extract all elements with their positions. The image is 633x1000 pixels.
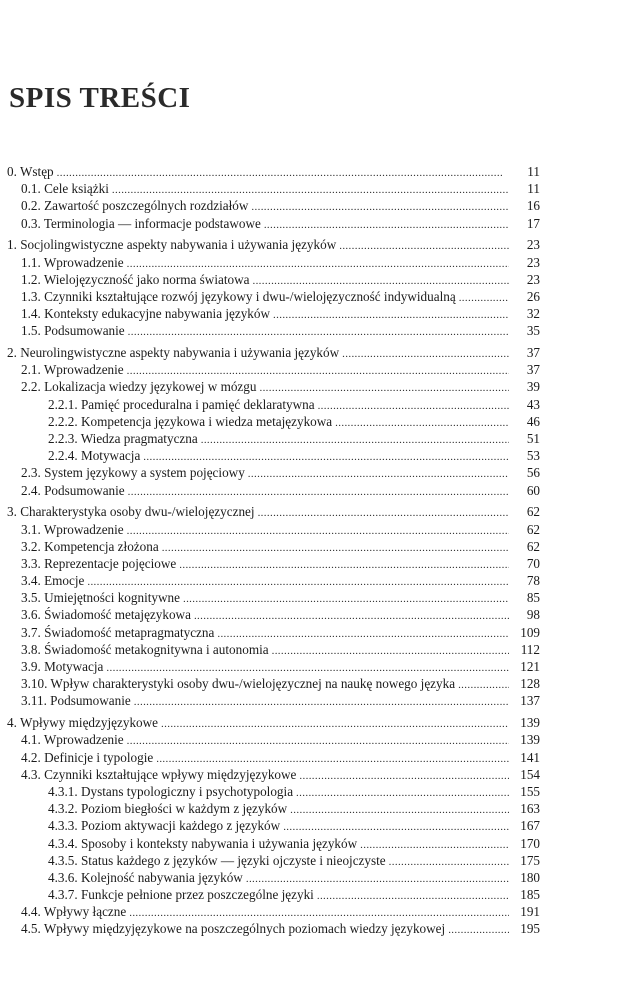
- dot-leader: [57, 165, 509, 180]
- table-of-contents: [0, 163, 633, 938]
- toc-section-entry: [0, 288, 633, 305]
- toc-section-entry: [0, 521, 633, 538]
- toc-section-entry: [0, 749, 633, 766]
- toc-entry-text: [21, 215, 509, 232]
- toc-section-entry: [0, 464, 633, 481]
- toc-subsection-entry: [0, 835, 633, 852]
- dot-leader: [283, 819, 509, 834]
- toc-entry-title: 1.4. Konteksty edukacyjne nabywania języków: [21, 306, 271, 322]
- toc-entry-title: 3.3. Reprezentacje pojęciowe: [21, 555, 177, 571]
- toc-entry-title: 2.2. Lokalizacja wiedzy językowej w mózgu: [21, 379, 257, 395]
- toc-section-entry: [0, 675, 633, 692]
- dot-leader: [156, 751, 509, 766]
- toc-page-number: 98: [526, 607, 540, 623]
- toc-section-entry: [0, 606, 633, 623]
- toc-entry-title: 0.2. Zawartość poszczególnych rozdziałów: [21, 198, 249, 214]
- toc-page-number: 51: [526, 431, 540, 446]
- toc-entry-title: 1.3. Czynniki kształtujące rozwój językowy i dwu-/wielojęzyczność indywidualną: [21, 288, 456, 304]
- dot-leader: [252, 273, 509, 288]
- toc-page-number: 39: [526, 379, 540, 395]
- toc-entry-title: 3.8. Świadomość metakognitywna i autonomia: [21, 641, 269, 657]
- toc-entry-text: [21, 305, 509, 322]
- dot-leader: [360, 837, 509, 852]
- toc-subsection-entry: [0, 430, 633, 447]
- toc-entry-text: [21, 731, 509, 748]
- dot-leader: [129, 905, 509, 920]
- toc-page-number: 139: [520, 715, 540, 731]
- toc-entry-text: [48, 869, 509, 886]
- toc-page-number: 11: [527, 181, 540, 197]
- toc-page-number: 46: [526, 413, 540, 429]
- toc-entry-title: 1. Socjolingwistyczne aspekty nabywania i używania języków: [7, 237, 337, 253]
- toc-entry-text: [21, 658, 509, 675]
- toc-page-number: 26: [526, 288, 540, 304]
- dot-leader: [127, 256, 509, 271]
- toc-subsection-entry: [0, 783, 633, 800]
- toc-entry-text: [7, 714, 509, 731]
- toc-page-number: 35: [526, 323, 540, 339]
- dot-leader: [264, 217, 509, 232]
- dot-leader: [389, 854, 509, 869]
- toc-entry-title: 2. Neurolingwistyczne aspekty nabywania i używania języków: [7, 345, 340, 361]
- toc-entry-title: 4.5. Wpływy międzyjęzykowe na poszczególnych poziomach wiedzy językowej: [21, 921, 446, 937]
- dot-leader: [339, 238, 509, 253]
- toc-entry-text: [21, 624, 509, 641]
- dot-leader: [128, 484, 509, 499]
- page-title: SPIS TREŚCI: [9, 82, 191, 114]
- dot-leader: [258, 505, 509, 520]
- toc-entry-title: 3.2. Kompetencja złożona: [21, 538, 159, 554]
- toc-entry-text: [21, 197, 509, 214]
- toc-entry-title: 3.9. Motywacja: [21, 659, 104, 675]
- toc-section-entry: [0, 322, 633, 339]
- toc-entry-text: [21, 589, 509, 606]
- toc-page-number: 23: [526, 237, 540, 253]
- toc-entry-text: [7, 344, 509, 361]
- toc-entry-title: 0.1. Cele książki: [21, 181, 109, 197]
- toc-page-number: 185: [520, 887, 540, 903]
- toc-entry-title: 4.1. Wprowadzenie: [21, 732, 124, 748]
- toc-entry-title: 3.5. Umiejętności kognitywne: [21, 590, 180, 606]
- toc-entry-title: 4.3.6. Kolejność nabywania języków: [48, 869, 243, 885]
- toc-entry-text: [21, 254, 509, 271]
- toc-entry-title: 3.4. Emocje: [21, 573, 85, 589]
- toc-entry-title: 4.3.2. Poziom biegłości w każdym z języków: [48, 801, 288, 817]
- dot-leader: [194, 608, 509, 623]
- toc-page-number: 11: [527, 164, 540, 179]
- toc-entry-text: [7, 163, 509, 180]
- toc-entry-title: 0. Wstęp: [7, 164, 54, 179]
- toc-page-number: 53: [526, 448, 540, 464]
- toc-page-number: 37: [526, 345, 540, 361]
- toc-entry-text: [7, 503, 509, 520]
- toc-section-entry: [0, 482, 633, 499]
- toc-section-entry: [0, 903, 633, 920]
- dot-leader: [127, 523, 509, 538]
- dot-leader: [296, 785, 509, 800]
- toc-page-number: 17: [526, 215, 540, 231]
- toc-entry-text: [21, 692, 509, 709]
- toc-page-number: 23: [526, 271, 540, 287]
- toc-entry-text: [48, 835, 509, 852]
- toc-entry-text: [48, 886, 509, 903]
- toc-page-number: 163: [520, 801, 540, 817]
- toc-page-number: 141: [520, 749, 540, 765]
- dot-leader: [127, 733, 509, 748]
- dot-leader: [259, 380, 509, 395]
- dot-leader: [290, 802, 509, 817]
- dot-leader: [299, 768, 509, 783]
- toc-entry-text: [48, 783, 509, 800]
- dot-leader: [87, 574, 509, 589]
- dot-leader: [273, 307, 509, 322]
- dot-leader: [127, 363, 509, 378]
- toc-page-number: 37: [526, 362, 540, 378]
- toc-entry-text: [21, 378, 509, 395]
- toc-entry-text: [21, 903, 509, 920]
- dot-leader: [317, 888, 509, 903]
- toc-subsection-entry: [0, 447, 633, 464]
- toc-section-entry: [0, 361, 633, 378]
- toc-entry-text: [21, 606, 509, 623]
- toc-section-entry: [0, 766, 633, 783]
- dot-leader: [128, 324, 509, 339]
- toc-section-entry: [0, 197, 633, 214]
- toc-entry-title: 2.4. Podsumowanie: [21, 482, 125, 498]
- toc-section-entry: [0, 271, 633, 288]
- toc-section-entry: [0, 215, 633, 232]
- toc-page-number: 70: [526, 555, 540, 571]
- toc-page-number: 16: [526, 198, 540, 214]
- toc-page-number: 56: [526, 465, 540, 481]
- dot-leader: [217, 626, 509, 641]
- toc-entry-text: [48, 447, 509, 464]
- toc-entry-text: [21, 749, 509, 766]
- toc-page-number: 62: [526, 504, 540, 520]
- toc-entry-text: [48, 817, 509, 834]
- toc-entry-title: 4.3. Czynniki kształtujące wpływy międzyjęzykowe: [21, 766, 297, 782]
- toc-page-number: 154: [520, 766, 540, 782]
- toc-subsection-entry: [0, 396, 633, 413]
- toc-chapter-entry: [0, 344, 633, 361]
- dot-leader: [335, 415, 509, 430]
- toc-entry-title: 2.2.3. Wiedza pragmatyczna: [48, 431, 198, 446]
- toc-page-number: 112: [520, 641, 540, 657]
- toc-entry-text: [21, 521, 509, 538]
- toc-section-entry: [0, 555, 633, 572]
- toc-page-number: 60: [526, 482, 540, 498]
- toc-page-number: 85: [526, 590, 540, 606]
- toc-entry-title: 4.2. Definicje i typologie: [21, 749, 154, 765]
- toc-section-entry: [0, 538, 633, 555]
- toc-entry-text: [21, 464, 509, 481]
- toc-section-entry: [0, 589, 633, 606]
- toc-page-number: 180: [520, 869, 540, 885]
- toc-entry-text: [21, 538, 509, 555]
- toc-entry-text: [21, 288, 509, 305]
- toc-entry-title: 3.6. Świadomość metajęzykowa: [21, 607, 191, 623]
- dot-leader: [248, 466, 509, 481]
- toc-subsection-entry: [0, 852, 633, 869]
- dot-leader: [179, 557, 509, 572]
- toc-subsection-entry: [0, 817, 633, 834]
- dot-leader: [183, 591, 509, 606]
- toc-entry-text: [48, 430, 509, 447]
- toc-page-number: 121: [520, 659, 540, 675]
- toc-entry-text: [21, 555, 509, 572]
- toc-entry-text: [48, 800, 509, 817]
- toc-page-number: 78: [526, 573, 540, 589]
- toc-entry-title: 2.2.4. Motywacja: [48, 448, 141, 464]
- toc-entry-text: [48, 852, 509, 869]
- dot-leader: [251, 199, 509, 214]
- toc-entry-text: [21, 572, 509, 589]
- toc-entry-title: 3.7. Świadomość metapragmatyczna: [21, 624, 215, 640]
- toc-page-number: 195: [520, 921, 540, 937]
- toc-entry-title: 2.3. System językowy a system pojęciowy: [21, 465, 245, 481]
- toc-page-number: 170: [520, 835, 540, 851]
- toc-section-entry: [0, 641, 633, 658]
- toc-entry-text: [21, 482, 509, 499]
- toc-subsection-entry: [0, 413, 633, 430]
- toc-entry-title: 2.1. Wprowadzenie: [21, 362, 124, 378]
- dot-leader: [246, 871, 509, 886]
- dot-leader: [342, 346, 509, 361]
- toc-entry-title: 4.3.5. Status każdego z języków — języki ojczyste i nieojczyste: [48, 852, 386, 868]
- toc-entry-title: 1.5. Podsumowanie: [21, 323, 125, 339]
- toc-subsection-entry: [0, 886, 633, 903]
- toc-section-entry: [0, 378, 633, 395]
- toc-chapter-entry: [0, 714, 633, 731]
- toc-chapter-entry: [0, 236, 633, 253]
- toc-section-entry: [0, 180, 633, 197]
- toc-page-number: 23: [526, 254, 540, 270]
- toc-page-number: 32: [526, 306, 540, 322]
- toc-chapter-entry: [0, 163, 633, 180]
- dot-leader: [106, 660, 509, 675]
- toc-page-number: 167: [520, 818, 540, 834]
- toc-section-entry: [0, 731, 633, 748]
- toc-entry-title: 4.3.7. Funkcje pełnione przez poszczególne języki: [48, 887, 314, 903]
- toc-entry-title: 4.3.1. Dystans typologiczny i psychotypologia: [48, 783, 294, 799]
- toc-page-number: 128: [520, 676, 540, 692]
- toc-chapter-entry: [0, 503, 633, 520]
- toc-section-entry: [0, 572, 633, 589]
- dot-leader: [161, 716, 509, 731]
- toc-page-number: 191: [520, 904, 540, 920]
- toc-entry-text: [21, 766, 509, 783]
- toc-entry-title: 4.4. Wpływy łączne: [21, 904, 127, 920]
- toc-page-number: 155: [520, 783, 540, 799]
- toc-section-entry: [0, 692, 633, 709]
- toc-subsection-entry: [0, 869, 633, 886]
- toc-entry-title: 1.2. Wielojęzyczność jako norma światowa: [21, 271, 250, 287]
- toc-entry-text: [21, 180, 509, 197]
- toc-section-entry: [0, 658, 633, 675]
- toc-entry-text: [21, 641, 509, 658]
- dot-leader: [162, 540, 509, 555]
- toc-entry-title: 3.11. Podsumowanie: [21, 693, 131, 709]
- toc-entry-title: 3.1. Wprowadzenie: [21, 521, 124, 537]
- toc-entry-title: 3. Charakterystyka osoby dwu-/wielojęzycznej: [7, 504, 255, 520]
- toc-entry-title: 2.2.2. Kompetencja językowa i wiedza metajęzykowa: [48, 413, 333, 429]
- toc-entry-title: 4.3.3. Poziom aktywacji każdego z języków: [48, 818, 281, 834]
- toc-entry-title: 4. Wpływy międzyjęzykowe: [7, 715, 159, 731]
- toc-entry-title: 2.2.1. Pamięć proceduralna i pamięć deklaratywna: [48, 396, 315, 412]
- toc-section-entry: [0, 624, 633, 641]
- toc-entry-text: [7, 236, 509, 253]
- toc-section-entry: [0, 920, 633, 937]
- toc-entry-text: [21, 675, 509, 692]
- dot-leader: [201, 432, 509, 447]
- toc-entry-title: 4.3.4. Sposoby i konteksty nabywania i używania języków: [48, 835, 358, 851]
- toc-entry-text: [48, 396, 509, 413]
- toc-entry-text: [48, 413, 509, 430]
- dot-leader: [318, 398, 509, 413]
- toc-entry-title: 1.1. Wprowadzenie: [21, 254, 124, 270]
- dot-leader: [143, 449, 509, 464]
- toc-entry-text: [21, 271, 509, 288]
- dot-leader: [272, 643, 509, 658]
- toc-section-entry: [0, 305, 633, 322]
- toc-page-number: 62: [526, 538, 540, 554]
- toc-entry-text: [21, 361, 509, 378]
- toc-entry-text: [21, 322, 509, 339]
- toc-page-number: 109: [520, 624, 540, 640]
- toc-section-entry: [0, 254, 633, 271]
- toc-page-number: 62: [526, 521, 540, 537]
- toc-page-number: 175: [520, 852, 540, 868]
- toc-subsection-entry: [0, 800, 633, 817]
- toc-page-number: 139: [520, 732, 540, 748]
- toc-entry-text: [21, 920, 509, 937]
- toc-page-number: 137: [520, 693, 540, 709]
- dot-leader: [112, 182, 509, 197]
- toc-page-number: 43: [526, 396, 540, 412]
- toc-entry-title: 3.10. Wpływ charakterystyki osoby dwu-/wielojęzycznej na naukę nowego języka: [21, 676, 456, 692]
- dot-leader: [134, 694, 509, 709]
- toc-entry-title: 0.3. Terminologia — informacje podstawowe: [21, 215, 261, 231]
